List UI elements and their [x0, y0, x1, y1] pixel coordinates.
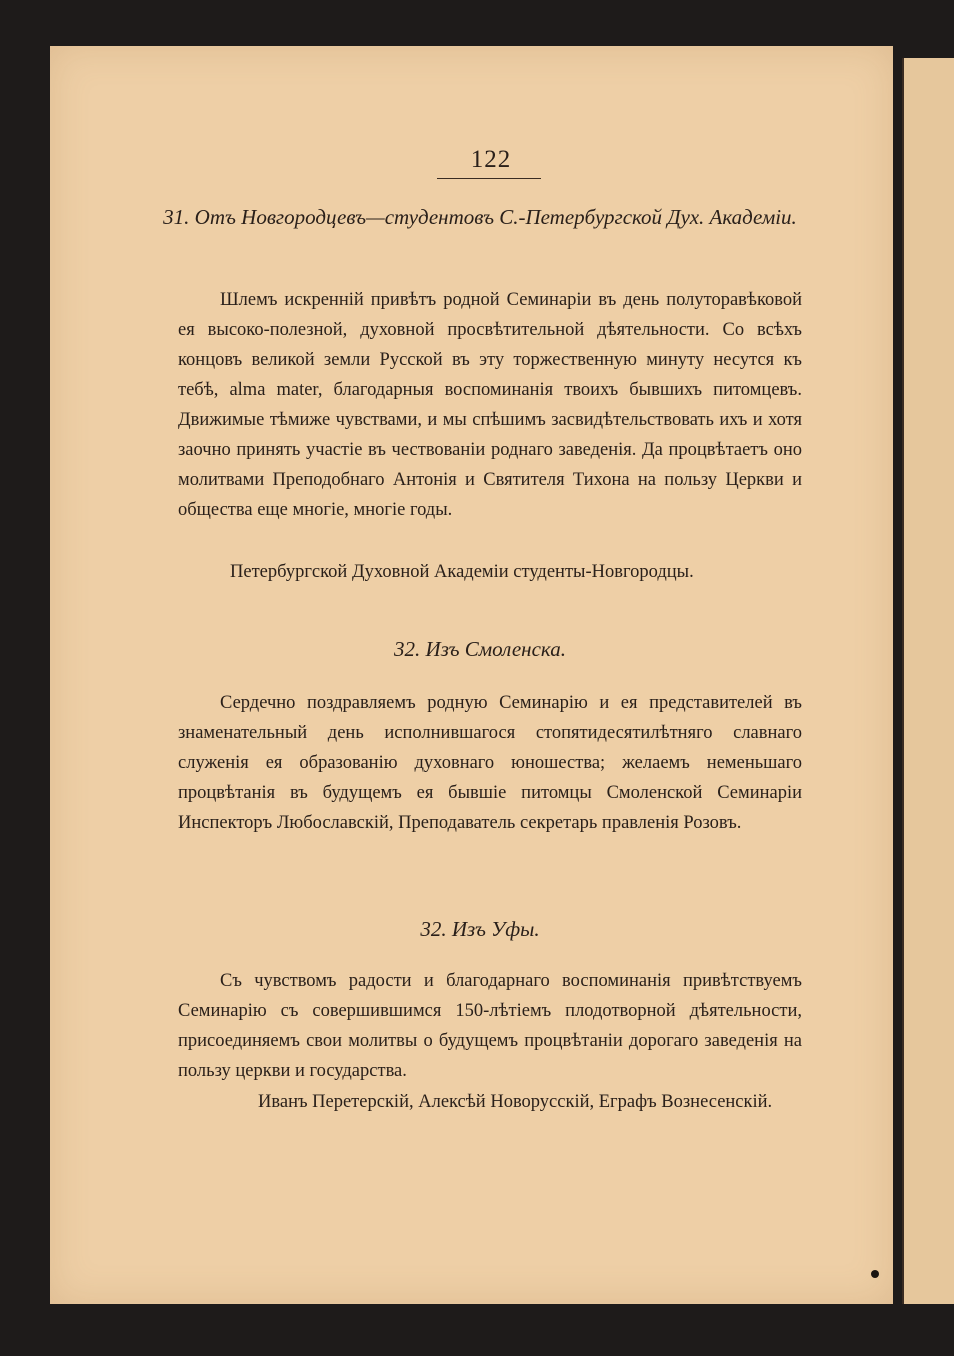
- section-31-heading: 31. Отъ Новгородцевъ—студентовъ С.-Петербургской Дух. Академіи.: [163, 205, 797, 229]
- section-32-ufa-heading: 32. Изъ Уфы.: [420, 917, 540, 941]
- section-31-signature: Петербургской Духовной Академіи студенты-Новгородцы.: [230, 562, 694, 582]
- section-31-body: Шлемъ искренній привѣтъ родной Семинаріи въ день полуторавѣковой ея высоко-полезной, духовной просвѣтительной дѣятельности. Со всѣхъ концовъ великой земли Русской въ эту торжественную минуту несутся къ тебѣ, alma mater, благодарныя воспоминанія твоихъ бывшихъ питомцевъ. Движимые тѣмиже чувствами, и мы спѣшимъ засвидѣтельствовать ихъ и хотя заочно принять участіе въ чествованіи роднаго заведенія. Да процвѣтаетъ оно молитвами Преподобнаго Антонія и Святителя Тихона на пользу Церкви и общества еще многіе, многіе годы.: [178, 290, 802, 520]
- section-32-ufa-signature: Иванъ Перетерскій, Алексѣй Новорусскій, Еграфъ Вознесенскій.: [258, 1092, 773, 1112]
- adjacent-page-edge: [902, 58, 954, 1304]
- section-32-ufa-body: Съ чувствомъ радости и благодарнаго воспоминанія привѣтствуемъ Семинарію съ совершившимся 150-лѣтіемъ плодотворной дѣятельности, присоединяемъ свои молитвы о будущемъ процвѣтаніи дорогаго заведенія на пользу церкви и государства.: [178, 971, 802, 1081]
- page-number-rule: [437, 178, 541, 179]
- ink-spot: [871, 1270, 879, 1278]
- section-32-smolensk-heading: 32. Изъ Смоленска.: [394, 637, 566, 661]
- page-number: 122: [470, 146, 512, 173]
- section-32-smolensk-body: Сердечно поздравляемъ родную Семинарію и ея представителей въ знаменательный день исполнившагося стопятидесятилѣтняго славнаго служенія ея образованію духовнаго юношества; желаемъ неменьшаго процвѣтанія въ будущемъ ея бывшіе питомцы Смоленской Семинаріи Инспекторъ Любославскій, Преподаватель секретарь правленія Розовъ.: [178, 693, 802, 833]
